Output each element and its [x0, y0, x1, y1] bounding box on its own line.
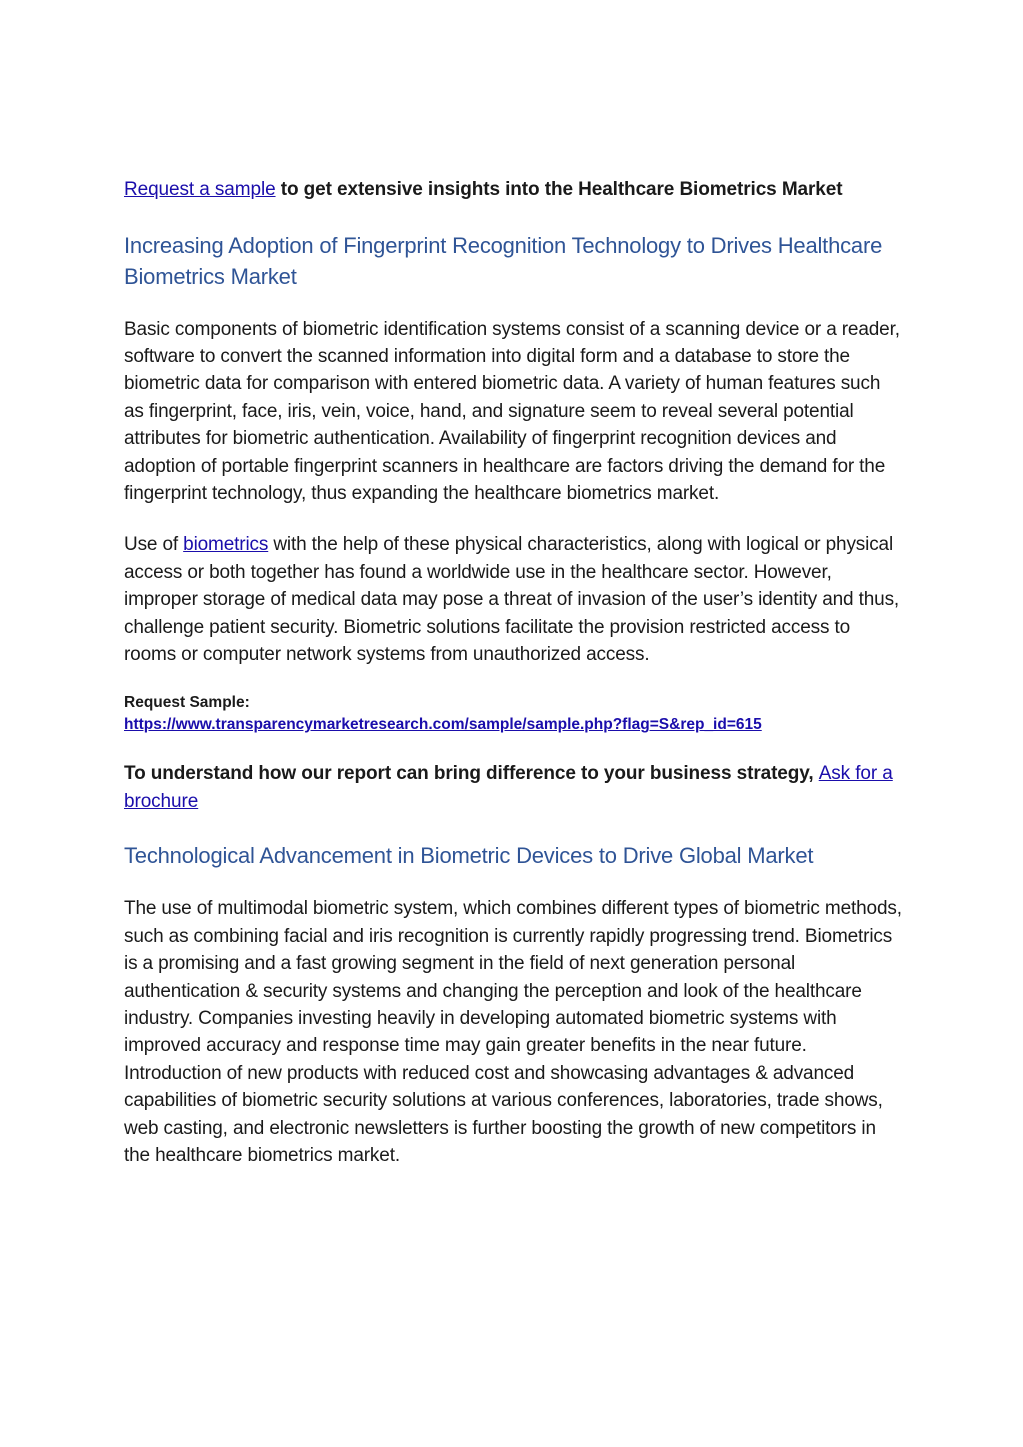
request-sample-url-link[interactable]: https://www.transparencymarketresearch.com/sample/sample.php?flag=S&rep_id=615: [124, 716, 762, 734]
biometrics-link[interactable]: biometrics: [183, 534, 269, 556]
intro-line: [124, 176, 905, 204]
request-sample-label: Request Sample:: [124, 694, 250, 712]
paragraph-suffix: with the help of these physical characteristics, along with logical or physical access or both together has found a worldwide use in the healthcare sector. However, improper storage of medical data may pose a threat of invasion of the user’s identity and thus, challenge patient security. Biometric solutions facilitate the provision restricted access to rooms or computer network systems from unauthorized access.: [124, 534, 900, 665]
section-heading-fingerprint: Increasing Adoption of Fingerprint Recognition Technology to Drives Healthcare Biometrics Market: [124, 232, 883, 289]
brochure-line: [124, 760, 905, 815]
request-sample-block: [124, 692, 905, 736]
section-heading-technological: Technological Advancement in Biometric Devices to Drive Global Market: [124, 843, 814, 869]
paragraph-prefix: Use of: [124, 534, 184, 556]
request-sample-link[interactable]: Request a sample: [124, 179, 276, 200]
paragraph-biometrics-use: [124, 531, 905, 668]
intro-text: to get extensive insights into the Healthcare Biometrics Market: [275, 179, 843, 200]
brochure-text: To understand how our report can bring difference to your business strategy,: [124, 763, 814, 785]
paragraph-multimodal: The use of multimodal biometric system, which combines different types of biometric methods, such as combining facial and iris recognition is currently rapidly progressing trend. Biometrics is a promising and a fast growing segment in the field of next generation personal authentication & security systems and changing the perception and look of the healthcare industry. Companies investing heavily in developing automated biometric systems with improved accuracy and response time may gain greater benefits in the near future. Introduction of new products with reduced cost and showcasing advantages & advanced capabilities of biometric security solutions at various conferences, laboratories, trade shows, web casting, and electronic newsletters is further boosting the growth of new competitors in the healthcare biometrics market.: [124, 898, 902, 1167]
ask-brochure-link[interactable]: Ask for a brochure: [124, 763, 893, 812]
paragraph-biometric-components: Basic components of biometric identification systems consist of a scanning device or a reader, software to convert the scanned information into digital form and a database to store the biometric data for comparison with entered biometric data. A variety of human features such as fingerprint, face, iris, vein, voice, hand, and signature seem to reveal several potential attributes for biometric authentication. Availability of fingerprint recognition devices and adoption of portable fingerprint scanners in healthcare are factors driving the demand for the fingerprint technology, thus expanding the healthcare biometrics market.: [124, 318, 900, 504]
